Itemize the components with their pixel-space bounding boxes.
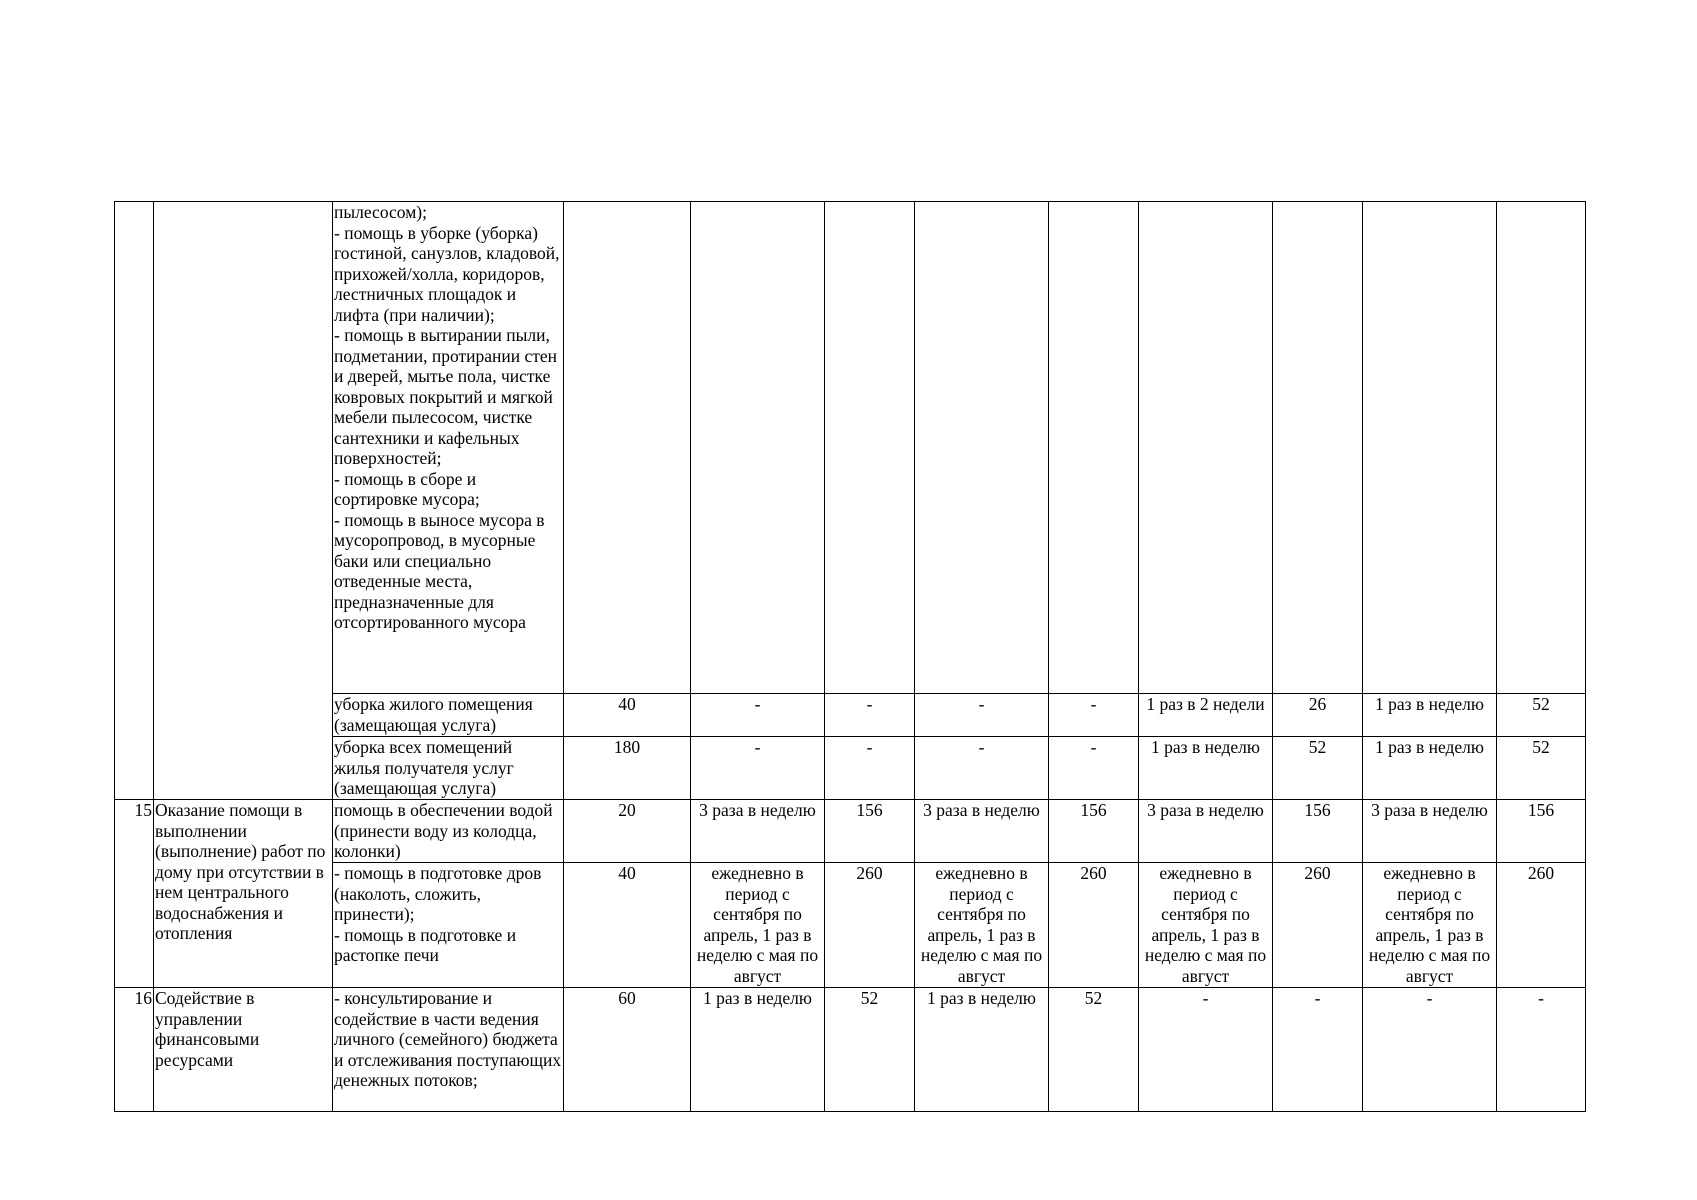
frequency-cell: 1 раз в неделю	[1139, 737, 1273, 800]
count-cell: 260	[1497, 863, 1586, 988]
service-name-cell: Оказание помощи в выполнении (выполнение) работ по дому при отсутствии в нем центрального водоснабжения и отопления	[154, 800, 333, 988]
frequency-cell: 1 раз в неделю	[1363, 694, 1497, 737]
count-cell: 26	[1273, 694, 1363, 737]
time-cell: 180	[564, 737, 691, 800]
time-cell: 40	[564, 694, 691, 737]
count-cell: -	[825, 737, 915, 800]
count-cell: 260	[1049, 863, 1139, 988]
count-cell: 156	[1497, 800, 1586, 863]
service-description-cell: - помощь в подготовке дров (наколоть, сложить, принести); - помощь в подготовке и растопке печи	[333, 863, 564, 988]
count-cell: 52	[1273, 737, 1363, 800]
frequency-cell	[691, 202, 825, 694]
table-row	[115, 800, 1586, 863]
count-cell: -	[825, 694, 915, 737]
service-description-cell: - консультирование и содействие в части ведения личного (семейного) бюджета и отслеживания поступающих денежных потоков;	[333, 988, 564, 1112]
table-row	[115, 694, 1586, 737]
frequency-cell: -	[1363, 988, 1497, 1112]
services-table	[114, 201, 1586, 1112]
frequency-cell	[1139, 202, 1273, 694]
frequency-cell: ежедневно в период с сентября по апрель, 1 раз в неделю с мая по август	[691, 863, 825, 988]
table-row	[115, 202, 1586, 694]
count-cell: 52	[1049, 988, 1139, 1112]
service-description-cell: помощь в обеспечении водой (принести воду из колодца, колонки)	[333, 800, 564, 863]
frequency-cell: 1 раз в неделю	[691, 988, 825, 1112]
service-description-cell: уборка жилого помещения (замещающая услуга)	[333, 694, 564, 737]
frequency-cell: 3 раза в неделю	[915, 800, 1049, 863]
count-cell: 156	[825, 800, 915, 863]
count-cell: 260	[1273, 863, 1363, 988]
service-name-cell	[154, 202, 333, 800]
frequency-cell	[915, 202, 1049, 694]
count-cell: 52	[1497, 694, 1586, 737]
row-number-cell: 16	[115, 988, 154, 1112]
count-cell: -	[1049, 737, 1139, 800]
count-cell: -	[1497, 988, 1586, 1112]
frequency-cell: -	[915, 694, 1049, 737]
service-name-cell: Содействие в управлении финансовыми ресурсами	[154, 988, 333, 1112]
frequency-cell: -	[1139, 988, 1273, 1112]
time-cell: 40	[564, 863, 691, 988]
count-cell: 52	[1497, 737, 1586, 800]
count-cell: -	[1273, 988, 1363, 1112]
frequency-cell: -	[691, 694, 825, 737]
table-row	[115, 737, 1586, 800]
count-cell: 260	[825, 863, 915, 988]
count-cell	[1273, 202, 1363, 694]
count-cell	[1497, 202, 1586, 694]
frequency-cell: -	[915, 737, 1049, 800]
count-cell	[825, 202, 915, 694]
frequency-cell: 1 раз в 2 недели	[1139, 694, 1273, 737]
count-cell	[1049, 202, 1139, 694]
frequency-cell: 1 раз в неделю	[1363, 737, 1497, 800]
frequency-cell: 3 раза в неделю	[1139, 800, 1273, 863]
service-description-cell: пылесосом); - помощь в уборке (уборка) гостиной, санузлов, кладовой, прихожей/холла, коридоров, лестничных площадок и лифта (при наличии); - помощь в вытирании пыли, подметании, протирании стен и дверей, мытье пола, чистке ковровых покрытий и мягкой мебели пылесосом, чистке сантехники и кафельных поверхностей; - помощь в сборе и сортировке мусора; - помощь в выносе мусора в мусоропровод, в мусорные баки или специально отведенные места, предназначенные для отсортированного мусора	[333, 202, 564, 694]
frequency-cell: 1 раз в неделю	[915, 988, 1049, 1112]
count-cell: 52	[825, 988, 915, 1112]
frequency-cell: 3 раза в неделю	[1363, 800, 1497, 863]
count-cell: -	[1049, 694, 1139, 737]
frequency-cell	[1363, 202, 1497, 694]
frequency-cell: ежедневно в период с сентября по апрель, 1 раз в неделю с мая по август	[1139, 863, 1273, 988]
time-cell: 60	[564, 988, 691, 1112]
row-number-cell	[115, 202, 154, 800]
frequency-cell: -	[691, 737, 825, 800]
table-row	[115, 988, 1586, 1112]
frequency-cell: ежедневно в период с сентября по апрель, 1 раз в неделю с мая по август	[915, 863, 1049, 988]
time-cell	[564, 202, 691, 694]
count-cell: 156	[1273, 800, 1363, 863]
frequency-cell: 3 раза в неделю	[691, 800, 825, 863]
frequency-cell: ежедневно в период с сентября по апрель, 1 раз в неделю с мая по август	[1363, 863, 1497, 988]
row-number-cell: 15	[115, 800, 154, 988]
time-cell: 20	[564, 800, 691, 863]
count-cell: 156	[1049, 800, 1139, 863]
table-row	[115, 863, 1586, 988]
service-description-cell: уборка всех помещений жилья получателя услуг (замещающая услуга)	[333, 737, 564, 800]
